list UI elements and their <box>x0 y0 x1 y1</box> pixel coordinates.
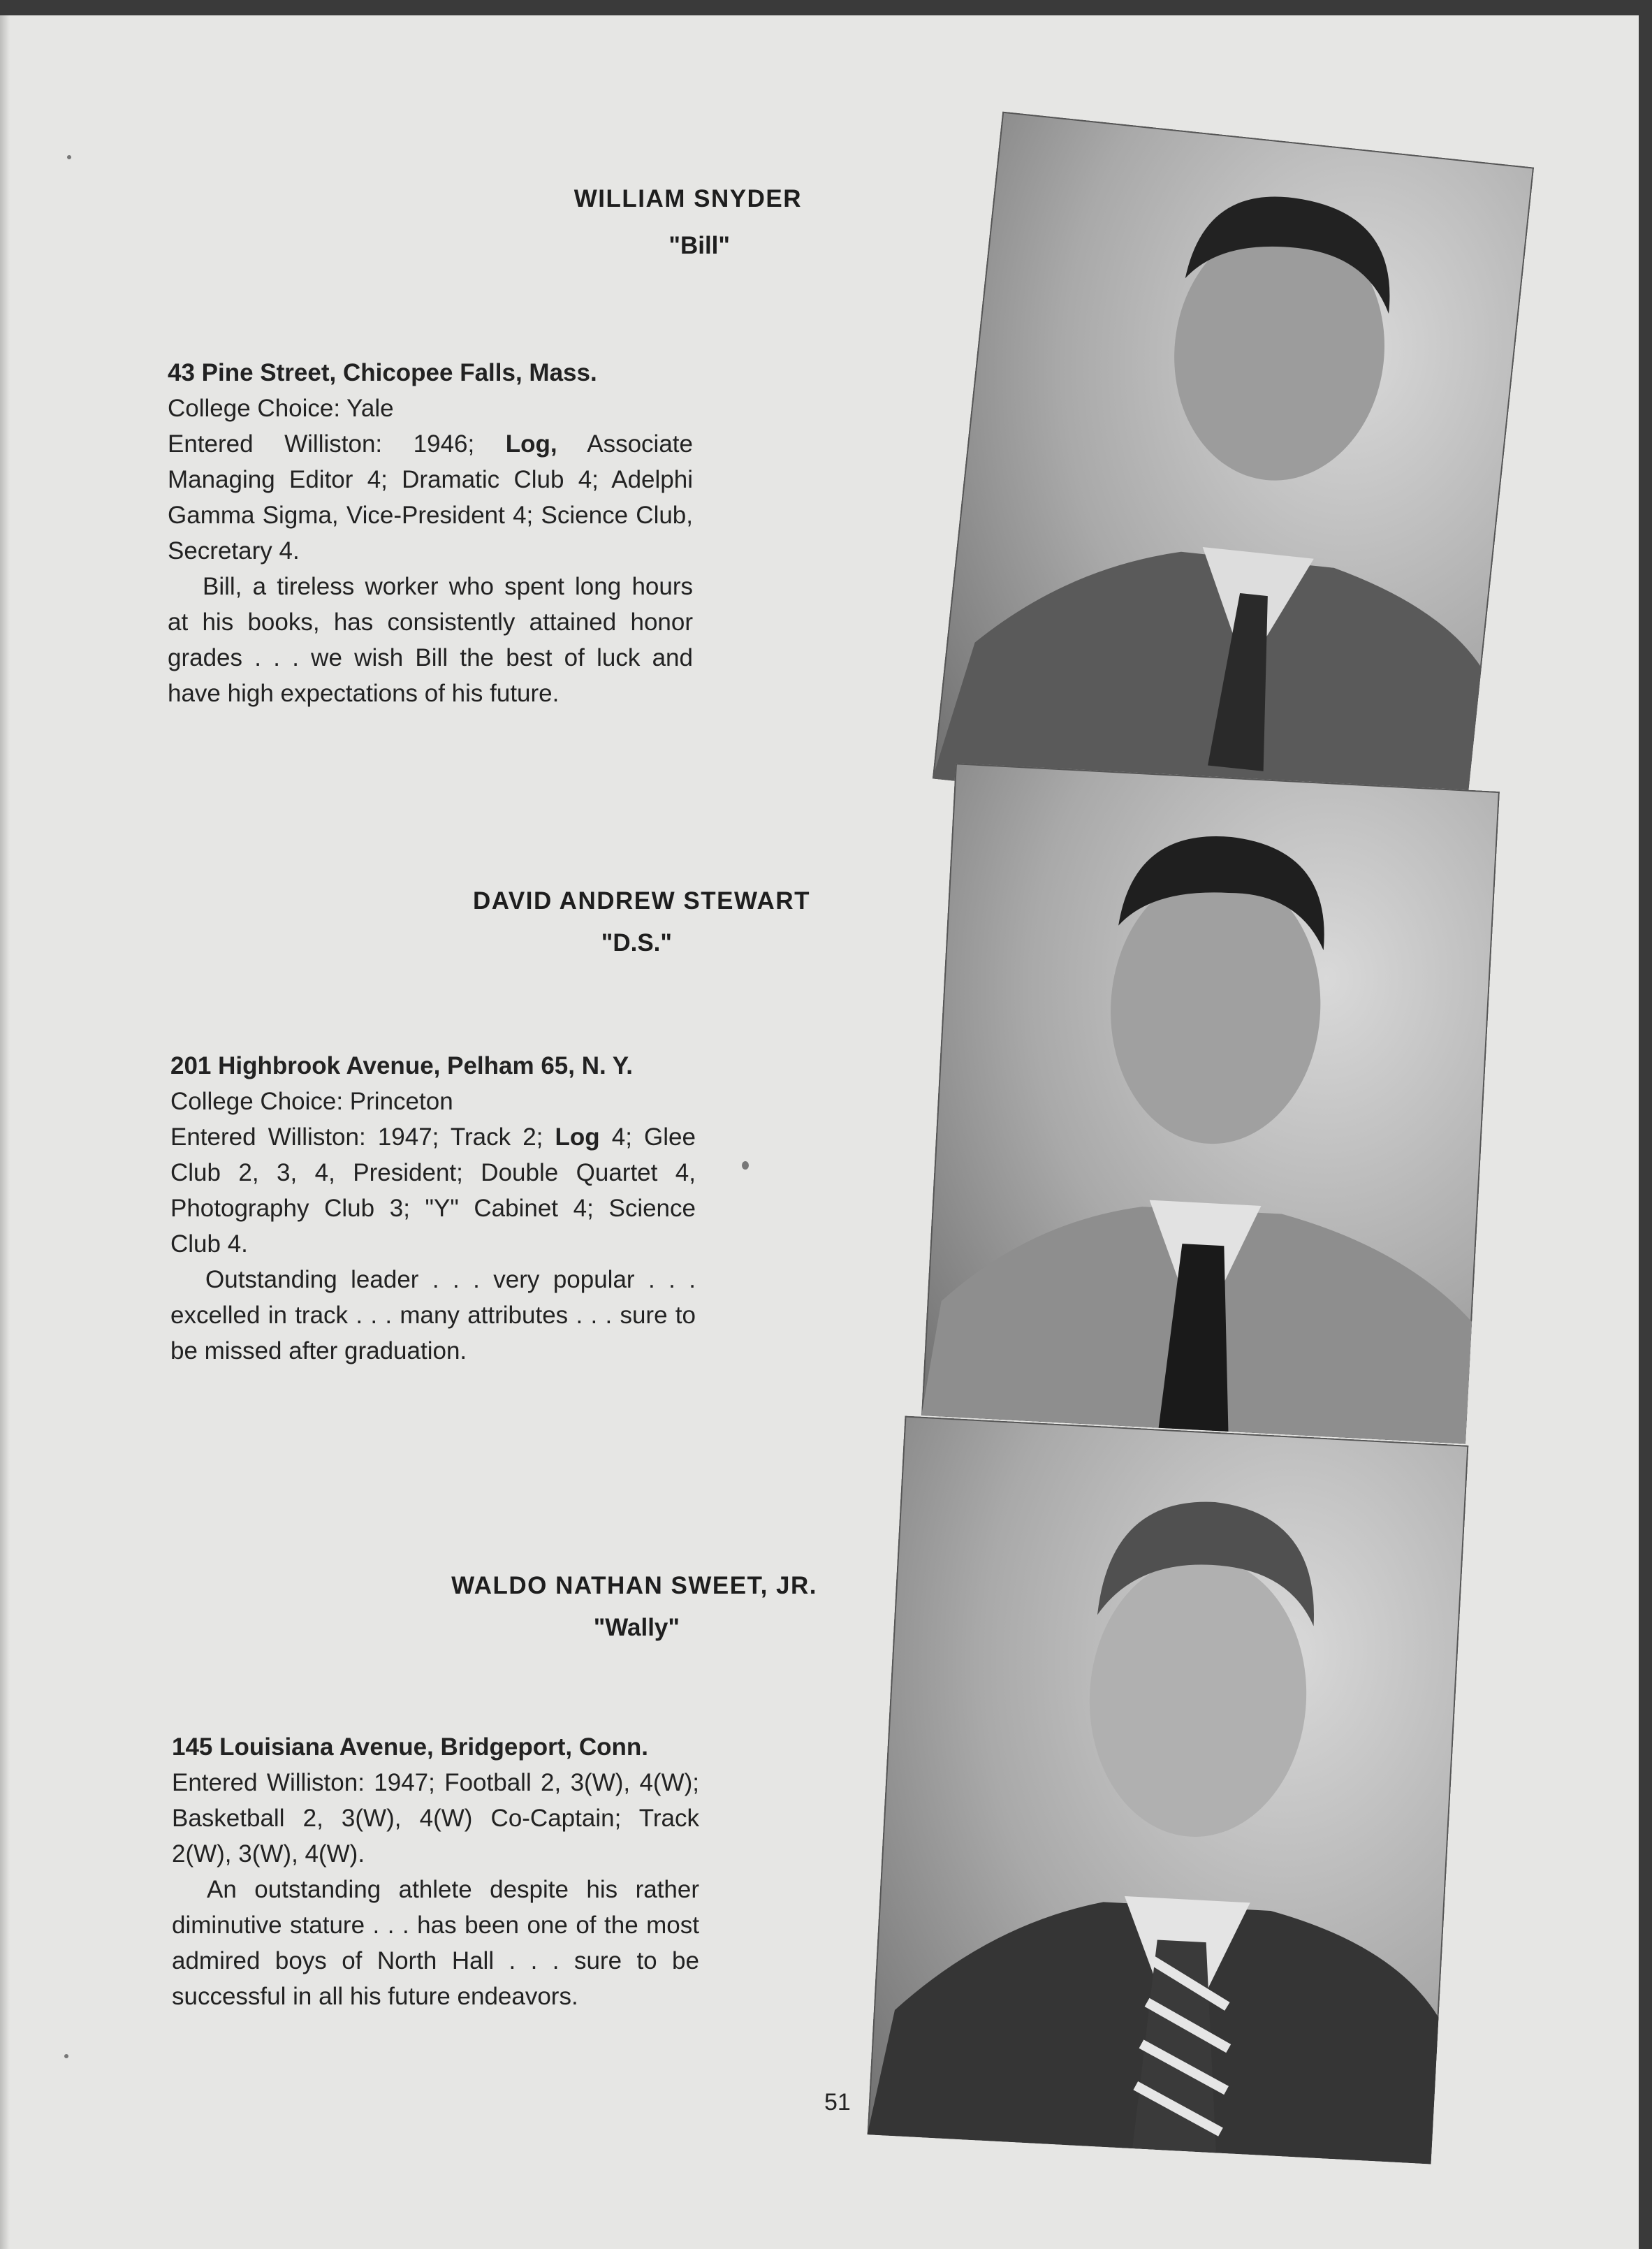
portrait-photo-snyder <box>933 112 1534 835</box>
college-choice: College Choice: Princeton <box>170 1088 453 1115</box>
student-nickname: "Bill" <box>668 232 730 259</box>
student-activities: Entered Williston: 1947; Track 2; Log 4; Glee Club 2, 3, 4, President; Double Quartet 4, Photography Club 3; "Y" Cabinet 4; Science Club 4. <box>170 1123 696 1258</box>
paper-speck <box>742 1161 749 1170</box>
paper-speck <box>64 2054 68 2058</box>
student-address: 201 Highbrook Avenue, Pelham 65, N. Y. <box>170 1052 633 1079</box>
student-name: WALDO NATHAN SWEET, JR. <box>451 1572 817 1599</box>
student-bio <box>172 1729 699 2014</box>
student-address: 145 Louisiana Avenue, Bridgeport, Conn. <box>172 1733 648 1761</box>
page-number: 51 <box>824 2089 851 2116</box>
student-address: 43 Pine Street, Chicopee Falls, Mass. <box>168 359 597 386</box>
college-choice: College Choice: Yale <box>168 395 394 422</box>
student-name: DAVID ANDREW STEWART <box>472 887 810 915</box>
student-nickname: "Wally" <box>593 1614 680 1641</box>
student-bio <box>170 1048 696 1369</box>
student-activities: Entered Williston: 1947; Football 2, 3(W), 4(W); Basketball 2, 3(W), 4(W) Co-Captain; Track 2(W), 3(W), 4(W). <box>172 1769 699 1868</box>
portrait-photo-stewart <box>921 763 1500 1444</box>
student-tribute: Bill, a tireless worker who spent long hours at his books, has consistently attained honor grades . . . we wish Bill the best of luck and have high expectations of his future. <box>168 573 693 707</box>
student-tribute: An outstanding athlete despite his rather diminutive stature . . . has been one of the most admired boys of North Hall . . . sure to be successful in all his future endeavors. <box>172 1876 699 2010</box>
student-tribute: Outstanding leader . . . very popular . . . excelled in track . . . many attributes . . . sure to be missed after graduation. <box>170 1266 696 1364</box>
student-bio <box>168 355 693 711</box>
yearbook-page <box>0 15 1639 2249</box>
student-activities: Entered Williston: 1946; Log, Associate Managing Editor 4; Dramatic Club 4; Adelphi Gamma Sigma, Vice-President 4; Science Club, Secretary 4. <box>168 430 693 565</box>
student-nickname: "D.S." <box>601 929 672 956</box>
page-spine-shadow <box>0 15 10 2249</box>
paper-speck <box>67 155 71 159</box>
portrait-photo-sweet <box>868 1416 1469 2164</box>
student-name: WILLIAM SNYDER <box>573 185 802 212</box>
